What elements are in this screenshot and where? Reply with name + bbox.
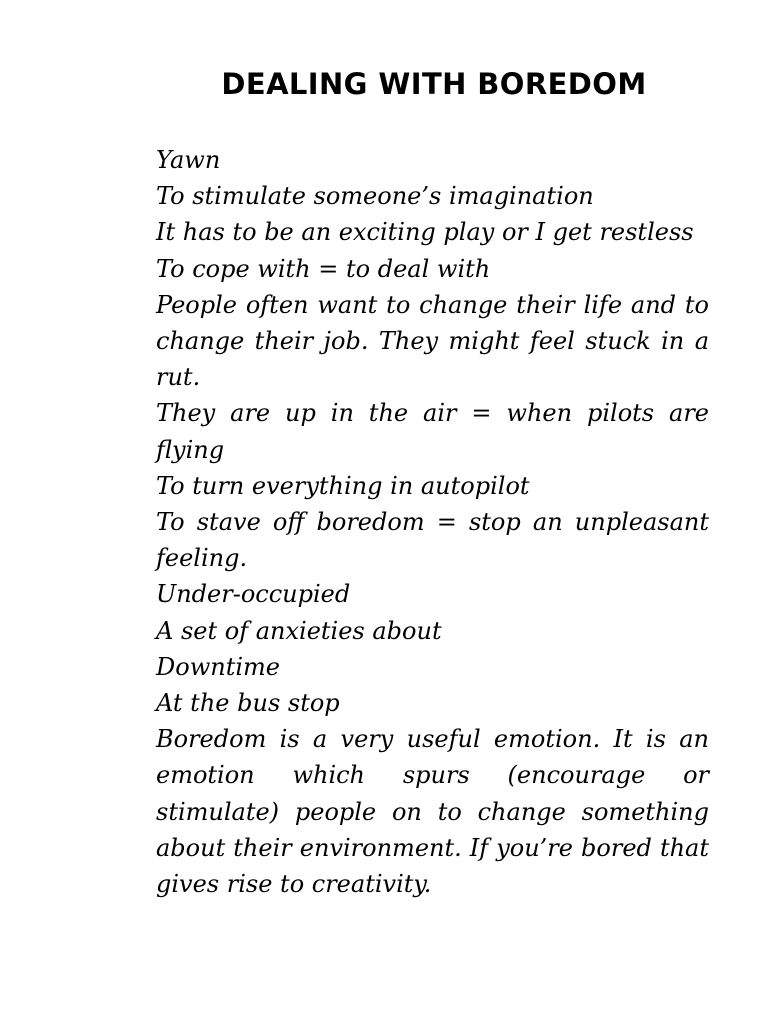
body-line: It has to be an exciting play or I get restless bbox=[156, 218, 694, 247]
body-line: To turn everything in autopilot bbox=[156, 471, 530, 500]
document-title: DEALING WITH BOREDOM bbox=[221, 67, 647, 101]
body-line: Yawn bbox=[156, 146, 221, 174]
body-line: To cope with = to deal with bbox=[156, 254, 491, 283]
body-paragraph: To stave off boredom = stop an unpleasant feeling. bbox=[156, 508, 709, 573]
body-paragraph: Boredom is a very useful emotion. It is an emotion which spurs (encourage or stimulate) people on to change something about their environment. If you’re bored that gives rise to creativity. bbox=[156, 725, 709, 899]
body-line: To stimulate someone’s imagination bbox=[156, 182, 594, 211]
body-line: A set of anxieties about bbox=[156, 616, 442, 645]
body-line: At the bus stop bbox=[156, 689, 340, 718]
body-line: Under-occupied bbox=[156, 580, 351, 609]
body-paragraph: People often want to change their life and to change their job. They might feel stuck in a rut. bbox=[156, 290, 709, 392]
document-body bbox=[156, 142, 709, 902]
body-paragraph: They are up in the air = when pilots are flying bbox=[156, 399, 709, 464]
body-line: Downtime bbox=[156, 652, 280, 681]
